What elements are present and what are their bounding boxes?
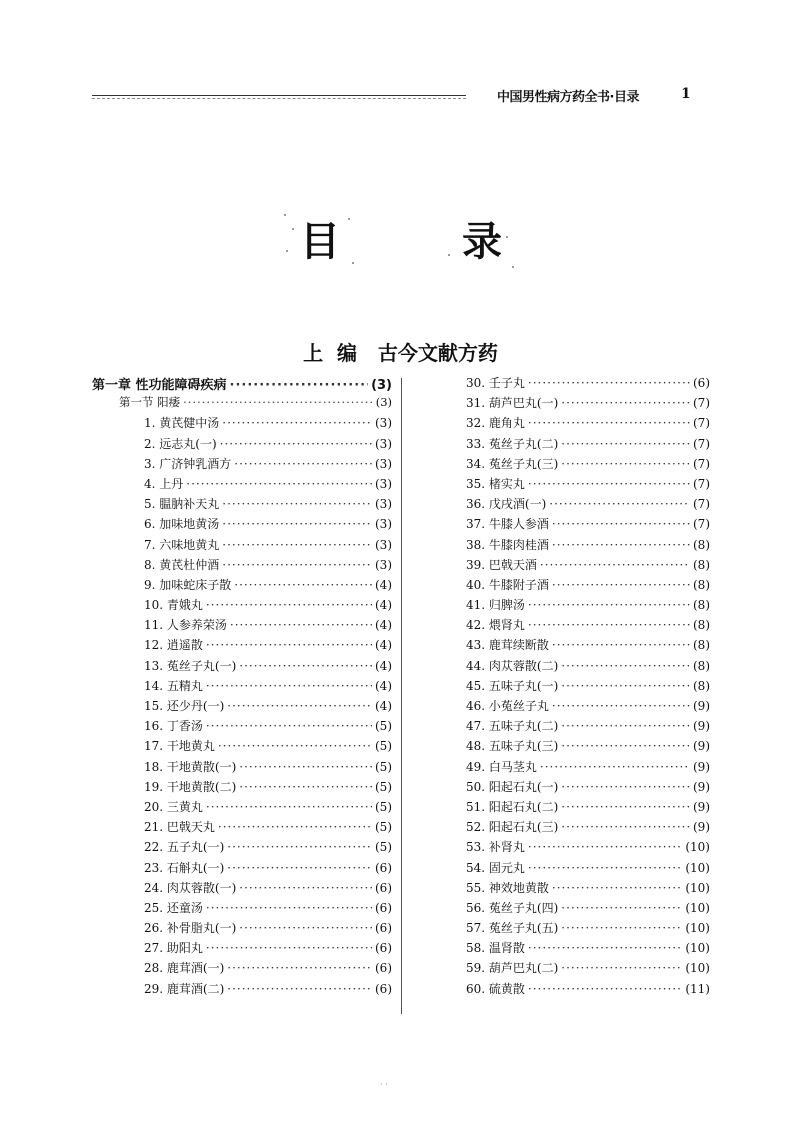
toc-entry[interactable] (466, 495, 710, 515)
toc-entry-label: 39. 巴戟天酒 (466, 557, 537, 572)
toc-entry[interactable] (466, 616, 710, 636)
toc-entry-label: 10. 青娥丸 (144, 598, 203, 613)
toc-entry[interactable] (466, 758, 710, 778)
toc-leader-dots (183, 395, 373, 409)
toc-entry-label: 3. 广济钟乳酒方 (144, 456, 232, 471)
toc-entry[interactable] (466, 838, 710, 858)
toc-leader-dots (528, 376, 690, 390)
toc-entry-page: (11) (685, 981, 710, 996)
toc-entry[interactable] (92, 536, 392, 556)
toc-entry[interactable] (466, 778, 710, 798)
toc-entry-page: (9) (693, 820, 710, 835)
toc-entry[interactable] (466, 556, 710, 576)
toc-entry-label: 43. 鹿茸续断散 (466, 638, 549, 653)
toc-entry-page: (8) (693, 658, 710, 673)
toc-entry-label: 37. 牛膝人参酒 (466, 517, 549, 532)
toc-entry-label: 31. 葫芦巴丸(一) (466, 396, 559, 411)
toc-entry[interactable] (92, 596, 392, 616)
toc-entry-label: 47. 五味子丸(二) (466, 719, 559, 734)
toc-entry[interactable] (92, 717, 392, 737)
toc-leader-dots (218, 739, 372, 753)
toc-leader-dots (230, 378, 369, 393)
toc-entry[interactable] (466, 536, 710, 556)
toc-leader-dots (528, 416, 690, 430)
toc-entry-page: (6) (375, 941, 392, 956)
toc-entry[interactable] (92, 758, 392, 778)
toc-entry-page: (10) (685, 921, 710, 936)
toc-entry-page: (3) (375, 416, 392, 431)
toc-entry-page: (6) (375, 921, 392, 936)
toc-entry-label: 12. 逍遥散 (144, 638, 203, 653)
toc-entry[interactable] (466, 737, 710, 757)
toc-leader-dots (239, 659, 372, 673)
toc-entry-label: 36. 戊戌酒(一) (466, 497, 547, 512)
toc-entry-label: 6. 加味地黄汤 (144, 517, 220, 532)
toc-entry-page: (3) (375, 517, 392, 532)
toc-leader-dots (239, 881, 372, 895)
toc-entry-label: 51. 阳起石丸(二) (466, 799, 559, 814)
toc-entry[interactable] (92, 939, 392, 959)
toc-entry[interactable] (92, 576, 392, 596)
toc-right-column (466, 374, 710, 1000)
toc-entry-label: 9. 加味蛇床子散 (144, 577, 232, 592)
toc-entry-page: (7) (693, 476, 710, 491)
toc-entry-label: 第一章 性功能障碍疾病 (92, 378, 227, 393)
toc-leader-dots (206, 638, 372, 652)
toc-entry-label: 11. 人参养荣汤 (144, 618, 227, 633)
toc-entry[interactable] (92, 838, 392, 858)
toc-entry-page: (10) (685, 840, 710, 855)
toc-entry-page: (4) (375, 618, 392, 633)
toc-leader-dots (239, 760, 372, 774)
toc-entry[interactable] (466, 818, 710, 838)
toc-entry-page: (3) (375, 497, 392, 512)
running-header: 中国男性病方药全书·目录 (497, 90, 639, 105)
toc-entry[interactable] (466, 697, 710, 717)
toc-leader-dots (561, 800, 690, 814)
toc-entry-label: 16. 丁香汤 (144, 719, 203, 734)
toc-entry[interactable] (92, 495, 392, 515)
toc-entry-label: 57. 菟丝子丸(五) (466, 921, 559, 936)
toc-leader-dots (528, 477, 690, 491)
toc-entry-page: (9) (693, 719, 710, 734)
toc-leader-dots (552, 881, 682, 895)
toc-entry-label: 29. 鹿茸酒(二) (144, 981, 225, 996)
toc-entry-label: 53. 补肾丸 (466, 840, 525, 855)
toc-entry-page: (4) (375, 699, 392, 713)
toc-entry-page: (6) (693, 376, 710, 390)
toc-leader-dots (561, 901, 682, 915)
toc-entry-label: 13. 菟丝子丸(一) (144, 658, 237, 673)
toc-entry-page: (6) (375, 900, 392, 915)
header-rule-secondary (92, 98, 466, 99)
toc-entry-label: 45. 五味子丸(一) (466, 678, 559, 693)
toc-leader-dots (528, 941, 682, 955)
column-divider (401, 378, 402, 1014)
toc-leader-dots (561, 719, 690, 733)
toc-leader-dots (206, 679, 372, 693)
toc-entry-page: (8) (693, 618, 710, 633)
toc-entry[interactable] (466, 515, 710, 535)
toc-entry-page: (9) (693, 799, 710, 814)
toc-entry-page: (7) (693, 396, 710, 411)
toc-leader-dots (540, 558, 690, 572)
toc-entry[interactable] (92, 616, 392, 636)
toc-entry[interactable] (466, 717, 710, 737)
toc-entry[interactable] (92, 919, 392, 939)
toc-leader-dots (230, 618, 372, 632)
toc-entry[interactable] (92, 798, 392, 818)
toc-entry-label: 21. 巴戟天丸 (144, 820, 215, 835)
toc-entry-label: 20. 三黄丸 (144, 799, 203, 814)
footer-mark: · · (380, 1080, 388, 1089)
toc-entry-label: 第一节 阳痿 (119, 395, 181, 410)
page-title-char-2: 录 (462, 219, 502, 265)
toc-entry-label: 2. 远志丸(一) (144, 436, 217, 451)
toc-entry-label: 8. 黄芪杜仲酒 (144, 557, 220, 572)
toc-entry-label: 7. 六味地黄丸 (144, 537, 220, 552)
toc-leader-dots (552, 699, 690, 713)
toc-leader-dots (206, 800, 372, 814)
toc-entry-page: (5) (375, 739, 392, 754)
toc-leader-dots (227, 961, 372, 975)
toc-entry[interactable] (466, 859, 710, 879)
toc-entry-label: 18. 干地黄散(一) (144, 759, 237, 774)
toc-left-column (92, 374, 392, 1000)
toc-entry[interactable] (92, 899, 392, 919)
toc-leader-dots (561, 437, 690, 451)
toc-entry-page: (8) (693, 537, 710, 552)
toc-entry-page: (10) (685, 941, 710, 956)
toc-entry-page: (5) (375, 840, 392, 855)
toc-entry[interactable] (466, 677, 710, 697)
toc-entry-page: (7) (693, 456, 710, 471)
toc-entry-label: 28. 鹿茸酒(一) (144, 961, 225, 976)
toc-entry-label: 15. 还少丹(一) (144, 699, 225, 713)
toc-entry-label: 54. 固元丸 (466, 860, 525, 875)
toc-entry[interactable] (466, 636, 710, 656)
toc-entry-label: 30. 壬子丸 (466, 376, 525, 390)
toc-leader-dots (222, 517, 372, 531)
toc-entry-label: 48. 五味子丸(三) (466, 739, 559, 754)
toc-entry-page: (4) (375, 678, 392, 693)
toc-entry-page: (5) (375, 799, 392, 814)
toc-leader-dots (552, 578, 690, 592)
toc-leader-dots (552, 538, 690, 552)
toc-leader-dots (227, 982, 372, 996)
toc-entry[interactable] (466, 939, 710, 959)
toc-entry-page: (5) (375, 820, 392, 835)
part-title: 上 编 古今文献方药 (303, 341, 498, 365)
toc-entry[interactable] (92, 737, 392, 757)
toc-entry-label: 5. 腽肭补天丸 (144, 497, 220, 512)
toc-entry[interactable] (92, 657, 392, 677)
toc-entry-page: (7) (693, 517, 710, 532)
toc-leader-dots (528, 861, 682, 875)
toc-entry-page: (10) (685, 961, 710, 976)
toc-leader-dots (561, 679, 690, 693)
toc-entry-page: (6) (375, 860, 392, 875)
toc-entry[interactable] (466, 576, 710, 596)
toc-entry[interactable] (92, 697, 392, 717)
toc-entry-label: 34. 菟丝子丸(三) (466, 456, 559, 471)
toc-entry-page: (4) (375, 598, 392, 613)
toc-entry-page: (8) (693, 678, 710, 693)
toc-entry-label: 41. 归脾汤 (466, 598, 525, 613)
toc-entry[interactable] (92, 475, 392, 495)
toc-entry-label: 26. 补骨脂丸(一) (144, 921, 237, 936)
toc-entry-label: 59. 葫芦巴丸(二) (466, 961, 559, 976)
toc-entry-label: 24. 肉苁蓉散(一) (144, 880, 237, 895)
toc-leader-dots (206, 719, 372, 733)
page-title-char-1: 目 (300, 219, 340, 265)
toc-entry-label: 38. 牛膝肉桂酒 (466, 537, 549, 552)
toc-leader-dots (540, 760, 690, 774)
toc-leader-dots (561, 820, 690, 834)
toc-entry[interactable] (466, 919, 710, 939)
toc-entry[interactable] (92, 879, 392, 899)
toc-leader-dots (220, 437, 372, 451)
toc-leader-dots (234, 578, 372, 592)
toc-leader-dots (222, 558, 372, 572)
toc-leader-dots (222, 416, 372, 430)
toc-leader-dots (206, 901, 372, 915)
toc-entry[interactable] (466, 435, 710, 455)
toc-entry[interactable] (92, 818, 392, 838)
toc-leader-dots (561, 457, 690, 471)
toc-entry-label: 17. 干地黄丸 (144, 739, 215, 754)
toc-leader-dots (239, 780, 372, 794)
toc-entry-page: (4) (375, 638, 392, 653)
toc-leader-dots (227, 861, 372, 875)
toc-leader-dots (561, 921, 682, 935)
toc-leader-dots (528, 618, 690, 632)
toc-leader-dots (552, 517, 690, 531)
toc-entry[interactable] (92, 636, 392, 656)
toc-entry-label: 32. 鹿角丸 (466, 416, 525, 431)
toc-entry-page: (6) (375, 981, 392, 996)
toc-leader-dots (552, 638, 690, 652)
toc-leader-dots (528, 598, 690, 612)
toc-entry-page: (10) (685, 880, 710, 895)
toc-entry-page: (6) (375, 880, 392, 895)
toc-entry-page: (7) (693, 436, 710, 451)
toc-entry[interactable] (92, 959, 392, 979)
toc-entry-page: (8) (693, 577, 710, 592)
toc-leader-dots (239, 921, 372, 935)
toc-entry[interactable] (466, 455, 710, 475)
toc-entry[interactable] (92, 677, 392, 697)
toc-entry-label: 33. 菟丝子丸(二) (466, 436, 559, 451)
toc-leader-dots (222, 497, 372, 511)
toc-entry[interactable] (92, 980, 392, 1000)
toc-leader-dots (528, 840, 682, 854)
toc-entry-label: 49. 白马茎丸 (466, 759, 537, 774)
toc-entry[interactable] (466, 414, 710, 434)
toc-leader-dots (222, 538, 372, 552)
toc-leader-dots (206, 598, 372, 612)
toc-leader-dots (561, 659, 690, 673)
toc-entry[interactable] (466, 798, 710, 818)
toc-entry[interactable] (466, 596, 710, 616)
toc-entry-page: (4) (375, 658, 392, 673)
toc-entry-page: (5) (375, 779, 392, 794)
toc-entry[interactable] (466, 879, 710, 899)
toc-entry-label: 55. 神效地黄散 (466, 880, 549, 895)
toc-entry-label: 46. 小菟丝子丸 (466, 699, 549, 713)
toc-entry-page: (3) (375, 395, 392, 410)
toc-entry-label: 52. 阳起石丸(三) (466, 820, 559, 835)
toc-entry-label: 58. 温肾散 (466, 941, 525, 956)
toc-entry[interactable] (466, 980, 710, 1000)
toc-entry[interactable] (92, 455, 392, 475)
toc-entry-page: (4) (375, 577, 392, 592)
toc-leader-dots (218, 820, 372, 834)
toc-entry-page: (9) (693, 759, 710, 774)
page-number: 1 (681, 86, 691, 102)
toc-leader-dots (561, 739, 690, 753)
toc-entry-label: 19. 干地黄散(二) (144, 779, 237, 794)
toc-entry-page: (3) (375, 476, 392, 491)
toc-entry[interactable] (92, 859, 392, 879)
toc-entry-page: (3) (371, 378, 392, 393)
toc-entry-page: (8) (693, 598, 710, 613)
toc-entry-label: 22. 五子丸(一) (144, 840, 225, 855)
toc-entry-label: 40. 牛膝附子酒 (466, 577, 549, 592)
toc-entry-label: 4. 上丹 (144, 476, 184, 491)
toc-entry[interactable] (466, 394, 710, 414)
toc-leader-dots (206, 941, 372, 955)
toc-entry-label: 23. 石斛丸(一) (144, 860, 225, 875)
toc-leader-dots (234, 457, 372, 471)
toc-entry-page: (9) (693, 779, 710, 794)
toc-entry[interactable] (92, 374, 392, 394)
toc-entry-page: (8) (693, 557, 710, 572)
toc-entry-page: (10) (685, 860, 710, 875)
toc-entry-page: (5) (375, 719, 392, 734)
toc-entry[interactable] (92, 778, 392, 798)
toc-leader-dots (561, 780, 690, 794)
toc-entry-label: 44. 肉苁蓉散(二) (466, 658, 559, 673)
toc-entry-label: 14. 五精丸 (144, 678, 203, 693)
toc-entry-page: (3) (375, 456, 392, 471)
toc-leader-dots (561, 961, 682, 975)
toc-entry[interactable] (466, 475, 710, 495)
toc-entry-page: (3) (375, 557, 392, 572)
toc-entry-page: (8) (693, 638, 710, 653)
toc-entry[interactable] (92, 414, 392, 434)
toc-entry-label: 1. 黄芪健中汤 (144, 416, 220, 431)
toc-entry[interactable] (466, 657, 710, 677)
toc-entry-label: 60. 硫黄散 (466, 981, 525, 996)
toc-leader-dots (186, 477, 372, 491)
toc-entry-label: 25. 还童汤 (144, 900, 203, 915)
toc-leader-dots (528, 982, 682, 996)
toc-entry-page: (3) (375, 436, 392, 451)
toc-entry-page: (9) (693, 739, 710, 754)
toc-leader-dots (561, 396, 690, 410)
toc-entry[interactable] (92, 515, 392, 535)
toc-entry-label: 50. 阳起石丸(一) (466, 779, 559, 794)
toc-entry-page: (9) (693, 699, 710, 713)
toc-entry-page: (10) (685, 900, 710, 915)
toc-entry-label: 56. 菟丝子丸(四) (466, 900, 559, 915)
toc-entry-label: 35. 楮实丸 (466, 476, 525, 491)
toc-entry[interactable] (466, 899, 710, 919)
header-rule (92, 95, 466, 96)
toc-leader-dots (549, 497, 690, 511)
toc-entry-page: (7) (693, 416, 710, 431)
toc-entry-label: 42. 煨肾丸 (466, 618, 525, 633)
toc-entry[interactable] (92, 435, 392, 455)
toc-entry[interactable] (92, 556, 392, 576)
toc-entry-label: 27. 助阳丸 (144, 941, 203, 956)
toc-leader-dots (227, 699, 372, 713)
toc-leader-dots (227, 840, 372, 854)
toc-entry-page: (6) (375, 961, 392, 976)
toc-entry[interactable] (92, 394, 392, 414)
toc-entry[interactable] (466, 959, 710, 979)
toc-entry-page: (7) (693, 497, 710, 512)
toc-entry-page: (5) (375, 759, 392, 774)
toc-entry[interactable] (466, 374, 710, 394)
toc-entry-page: (3) (375, 537, 392, 552)
